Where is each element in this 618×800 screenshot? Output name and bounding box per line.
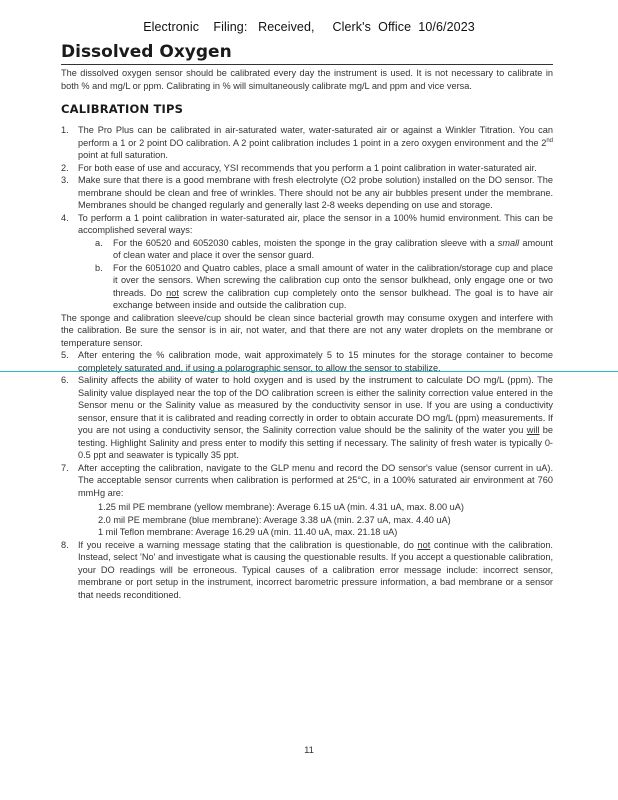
- intro-paragraph: The dissolved oxygen sensor should be calibrated every day the instrument is used. It is not necessary to calibrate in both % and mg/L or ppm. Calibrating in % will simultaneously calibrate mg/L and ppm and vice versa.: [61, 68, 553, 91]
- sub-letter: b.: [95, 262, 103, 273]
- section-subtitle: CALIBRATION TIPS: [61, 102, 184, 116]
- page-title: Dissolved Oxygen: [61, 42, 232, 62]
- tip-number: 8.: [61, 539, 69, 550]
- tip-underline: will: [526, 425, 540, 435]
- scan-artifact-line: [0, 371, 618, 372]
- tip-item-4: [61, 212, 553, 350]
- tip-text: After entering the % calibration mode, wait approximately 5 to 15 minutes for the storage container to become completely saturated and, if using a polarographic sensor, to allow the sensor to stabilize.: [78, 350, 553, 373]
- sub-letter: a.: [95, 237, 103, 248]
- tip-number: 5.: [61, 350, 69, 360]
- tip-text: If you receive a warning message stating that the calibration is questionable, do: [78, 539, 418, 550]
- sensor-current-item: 1 mil Teflon membrane: Average 16.29 uA (min. 11.40 uA, max. 21.18 uA): [98, 527, 398, 537]
- sub-text: For the 60520 and 6052030 cables, moisten the sponge in the gray calibration sleeve with a: [113, 237, 498, 248]
- tip-text: To perform a 1 point calibration in water-saturated air, place the sensor in a 100% humid environment. This can be accomplished several ways:: [78, 212, 553, 235]
- tip-text: For both ease of use and accuracy, YSI recommends that you perform a 1 point calibration in water-saturated air.: [78, 162, 537, 173]
- sensor-current-list: [78, 501, 553, 539]
- tip-text: The Pro Plus can be calibrated in air-saturated water, water-saturated air or against a Winkler Titration. You can perform a 1 or 2 point DO calibration. A 2 point calibration includes 1 point in a zero oxygen environment and the 2: [78, 125, 553, 148]
- tip-item-3: [61, 174, 553, 212]
- sensor-current-item: 1.25 mil PE membrane (yellow membrane): Average 6.15 uA (min. 4.31 uA, max. 8.00 uA): [98, 502, 464, 512]
- sub-text: For the 6051020 and Quatro cables, place a small amount of water in the calibration/storage cup and place it over the sensors. When screwing the calibration cup onto the sensor bulkhead, only engage one or two threads. Do: [113, 262, 553, 298]
- sub-underline: not: [166, 287, 179, 298]
- sensor-current-item: 2.0 mil PE membrane (blue membrane): Average 3.38 uA (min. 2.37 uA, max. 4.40 uA): [98, 514, 451, 525]
- tip-item-1: [61, 124, 553, 162]
- sub-item-a: [95, 237, 553, 262]
- page-number: 11: [304, 745, 314, 756]
- tip-number: 2.: [61, 162, 69, 173]
- sub-emphasis: small: [497, 237, 520, 248]
- tip-item-7: [61, 462, 553, 539]
- tip-text-cont: continue with the calibration. Instead, select 'No' and investigate what is causing the questionable results. If you accept a questionable calibration, your DO readings will be erroneous. Typical causes of a calibration error message include: incorrect sensor, membrane or port setup in the instrument, incorrect barometric pressure information, a bad membrane or a sensor that needs reconditioned.: [78, 539, 553, 600]
- tip-number: 7.: [61, 462, 69, 473]
- tip-number: 4.: [61, 212, 69, 223]
- tip-text-cont: point at full saturation.: [78, 150, 168, 160]
- tip-text: Make sure that there is a good membrane with fresh electrolyte (O2 probe solution) installed on the DO sensor. The membrane should be clean and free of wrinkles. There should not be any air bubbles present under the membrane. Membranes should be changed regularly and generally last 2-8 weeks depending on use and storage.: [78, 175, 553, 210]
- filing-stamp: Electronic Filing: Received, Clerk's Office 10/6/2023: [143, 20, 475, 34]
- sub-list: [78, 237, 553, 312]
- tip-text-cont: be testing. Highlight Salinity and press enter to modify this setting if necessary. The salinity of fresh water is typically 0-0.5 ppt and seawater is typically 35 ppt.: [78, 425, 553, 460]
- tip-note: The sponge and calibration sleeve/cup should be clean since bacterial growth may consume oxygen and interfere with the calibration. Be sure the sensor is in air, not water, and that there are not any water droplets on the membrane or temperature sensor.: [61, 312, 553, 348]
- sub-text-cont: amount of clean water and place it over the sensor guard.: [113, 237, 553, 260]
- title-divider: [61, 64, 553, 65]
- tip-number: 3.: [61, 175, 69, 185]
- ordinal-suffix: nd: [546, 137, 553, 144]
- tip-number: 1.: [61, 125, 69, 135]
- sub-item-b: [95, 262, 553, 312]
- tip-text: After accepting the calibration, navigate to the GLP menu and record the DO sensor's value (sensor current in uA). The acceptable sensor currents when calibration is performed at 25°C, in a 100% saturated air environment at 760 mmHg are:: [78, 462, 553, 498]
- sub-text-cont: screw the calibration cup completely onto the sensor bulkhead. The goal is to have air exchange between inside and outside the calibration cup.: [113, 287, 554, 310]
- tip-number: 6.: [61, 375, 69, 385]
- tip-text: Salinity affects the ability of water to hold oxygen and is used by the instrument to calculate DO mg/L (ppm). The Salinity value displayed near the top of the DO calibration screen is either the salinity correction value entered in the Sensor menu or the Salinity value as measured by the conductivity sensor in use. If you are using a conductivity sensor, ensure that it is calibrated and reading correctly in order to obtain accurate DO mg/L (ppm) measurements. If you are not using a conductivity sensor, the Salinity correction value should be the salinity of the water you: [78, 375, 553, 435]
- tip-item-8: [61, 539, 553, 602]
- tip-item-2: [61, 162, 553, 175]
- calibration-tips-list: [61, 124, 553, 601]
- tip-item-6: [61, 374, 553, 462]
- tip-underline: not: [417, 539, 431, 550]
